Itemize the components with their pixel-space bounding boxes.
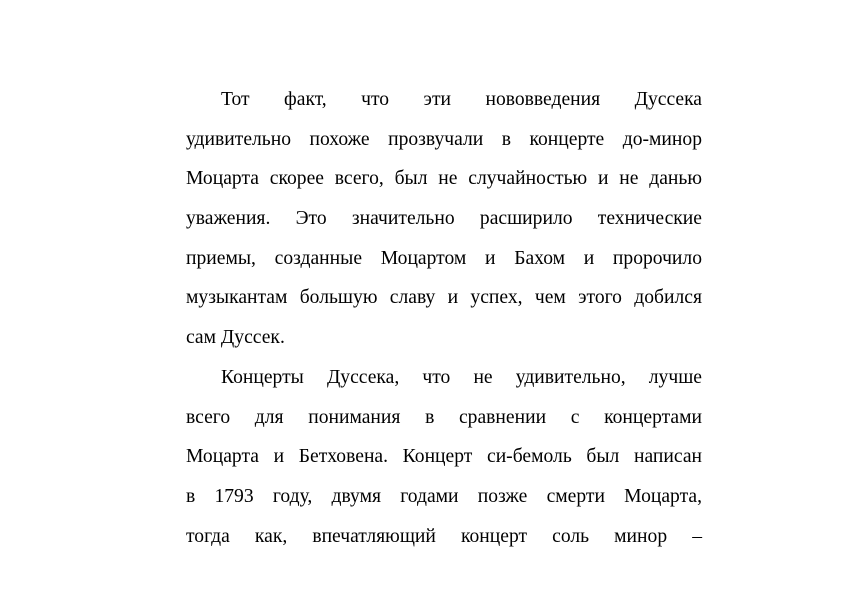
text-line: Концерты Дуссека, что не удивительно, лучше xyxy=(221,366,702,388)
text-line: Тот факт, что эти нововведения Дуссека xyxy=(221,89,702,110)
text-line: сам Дуссек. xyxy=(186,327,285,349)
text-line: всего для понимания в сравнении с концертами xyxy=(186,406,702,428)
text-line: музыкантам большую славу и успех, чем этого добился xyxy=(186,287,702,309)
paragraph-2 xyxy=(186,358,702,556)
text-line: в 1793 году, двумя годами позже смерти Моцарта, xyxy=(186,485,702,507)
text-line: тогда как, впечатляющий концерт соль минор – xyxy=(186,525,702,547)
body-text xyxy=(186,80,702,556)
text-line: Моцарта скорее всего, был не случайностью и не данью xyxy=(186,168,702,190)
text-line: приемы, созданные Моцартом и Бахом и пророчило xyxy=(186,247,702,269)
paragraph-1 xyxy=(186,80,702,358)
text-line: уважения. Это значительно расширило технические xyxy=(186,208,702,230)
text-line: Моцарта и Бетховена. Концерт си-бемоль был написан xyxy=(186,446,702,468)
text-line: удивительно похоже прозвучали в концерте до-минор xyxy=(186,128,702,150)
